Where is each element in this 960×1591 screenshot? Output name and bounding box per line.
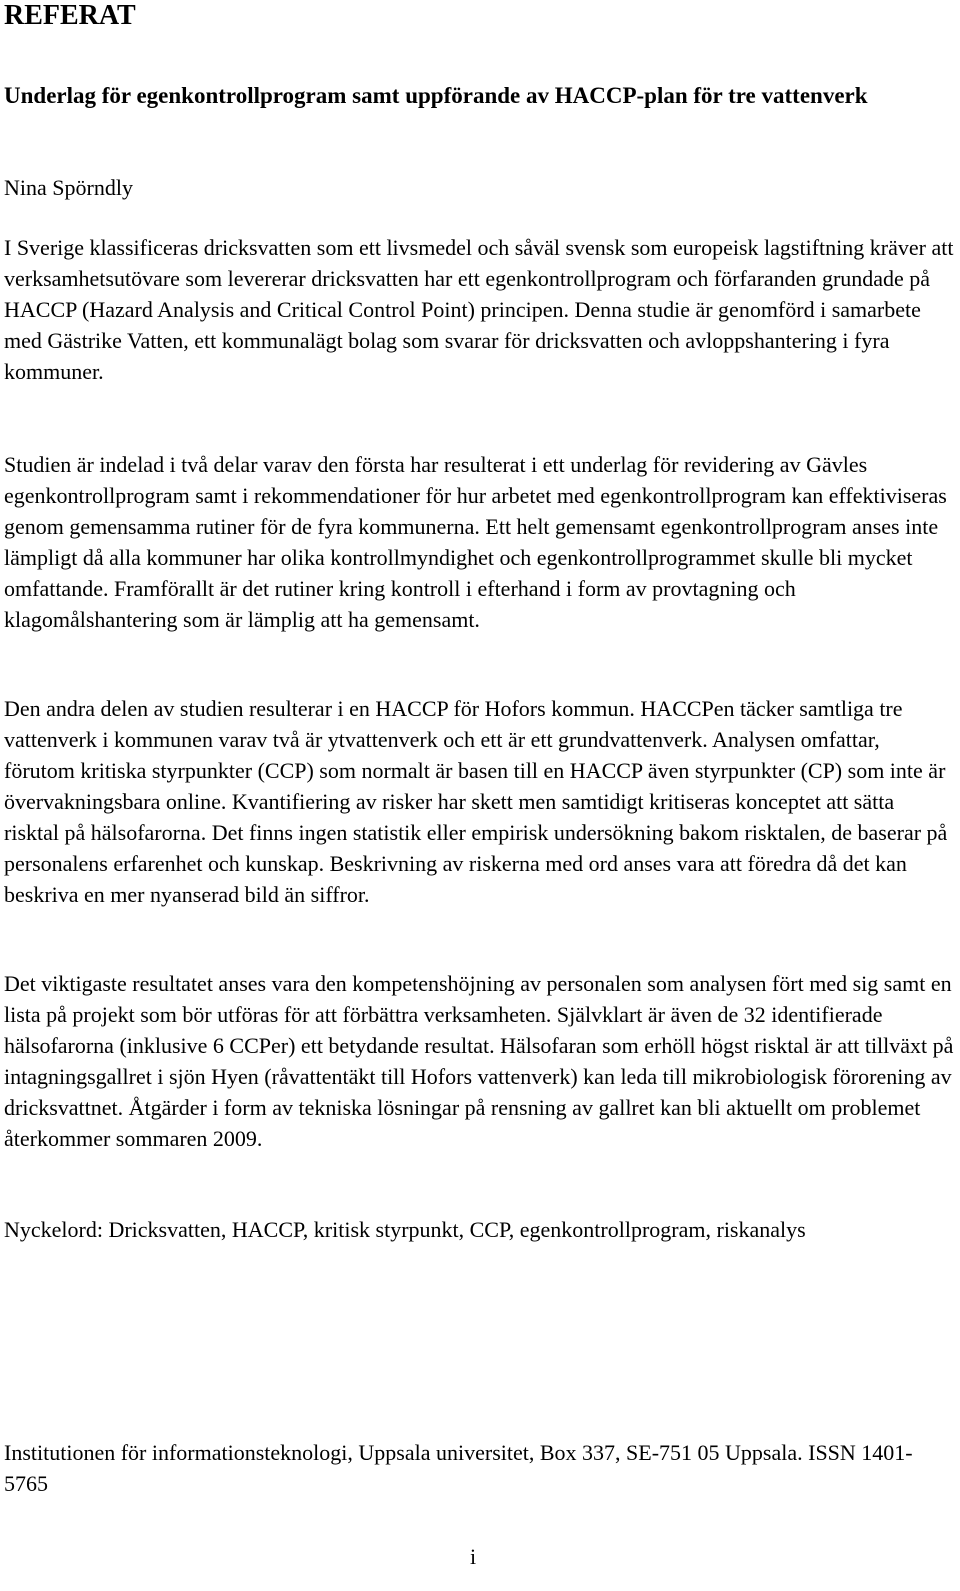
institution-footer: Institutionen för informationsteknologi, Uppsala universitet, Box 337, SE-751 05 Uppsala. ISSN 1401-5765 (4, 1440, 913, 1496)
document-title: Underlag för egenkontrollprogram samt uppförande av HACCP-plan för tre vattenverk (4, 83, 868, 108)
abstract-paragraph-2: Studien är indelad i två delar varav den första har resulterat i ett underlag för revidering av Gävles egenkontrollprogram samt i rekommendationer för hur arbetet med egenkontrollprogram kan effektiviseras genom gemensamma rutiner för de fyra kommunerna. Ett helt gemensamt egenkontrollprogram anses inte lämpligt då alla kommuner har olika kontrollmyndighet och egenkontrollprogrammet skulle bli mycket omfattande. Framförallt är det rutiner kring kontroll i efterhand i form av provtagning och klagomålshantering som är lämplig att ha gemensamt. (4, 452, 947, 632)
section-heading: REFERAT (4, 0, 136, 31)
abstract-paragraph-3: Den andra delen av studien resulterar i en HACCP för Hofors kommun. HACCPen täcker samtliga tre vattenverk i kommunen varav två är ytvattenverk och ett är ett grundvattenverk. Analysen omfattar, förutom kritiska styrpunkter (CCP) som normalt är basen till en HACCP även styrpunkter (CP) som inte är övervakningsbara online. Kvantifiering av risker har skett men samtidigt kritiseras konceptet att sätta risktal på hälsofarorna. Det finns ingen statistik eller empirisk undersökning bakom risktalen, de baserar på personalens erfarenhet och kunskap. Beskrivning av riskerna med ord anses vara att föredra då det kan beskriva en mer nyanserad bild än siffror. (4, 696, 948, 907)
abstract-paragraph-1: I Sverige klassificeras dricksvatten som ett livsmedel och såväl svensk som europeisk lagstiftning kräver att verksamhetsutövare som levererar dricksvatten har ett egenkontrollprogram och förfaranden grundade på HACCP (Hazard Analysis and Critical Control Point) principen. Denna studie är genomförd i samarbete med Gästrike Vatten, ett kommunalägt bolag som svarar för dricksvatten och avloppshantering i fyra kommuner. (4, 235, 954, 384)
author-name: Nina Spörndly (4, 175, 133, 200)
keywords-paragraph: Nyckelord: Dricksvatten, HACCP, kritisk styrpunkt, CCP, egenkontrollprogram, riskanalys (4, 1217, 806, 1242)
page-number: i (470, 1544, 477, 1569)
abstract-paragraph-4: Det viktigaste resultatet anses vara den kompetenshöjning av personalen som analysen fört med sig samt en lista på projekt som bör utföras för att förbättra verksamheten. Självklart är även de 32 identifierade hälsofarorna (inklusive 6 CCPer) ett betydande resultat. Hälsofaran som erhöll högst risktal är att tillväxt på intagningsgallret i sjön Hyen (råvattentäkt till Hofors vattenverk) kan leda till mikrobiologisk förorening av dricksvattnet. Åtgärder i form av tekniska lösningar på rensning av gallret kan bli aktuellt om problemet återkommer sommaren 2009. (4, 971, 954, 1151)
